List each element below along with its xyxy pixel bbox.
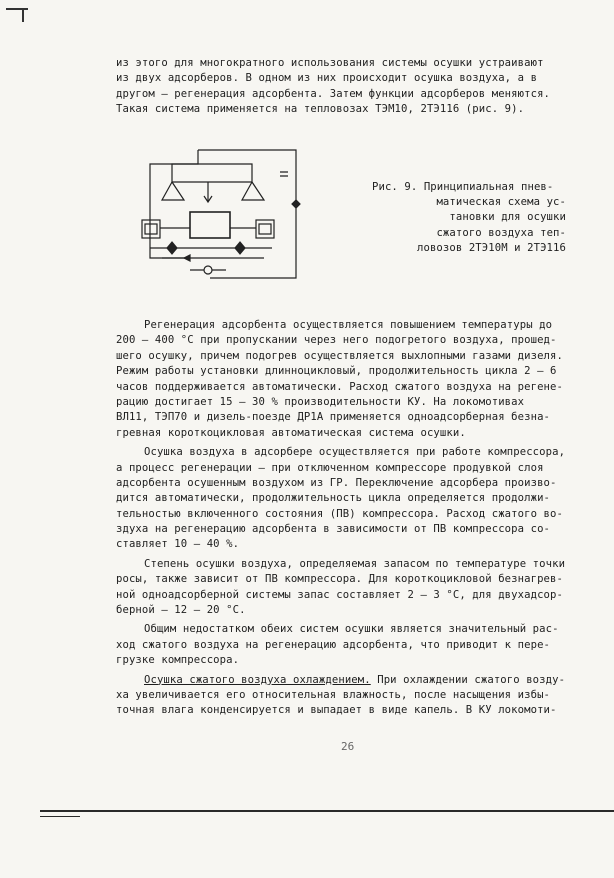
- text-line: ВЛ11, ТЭП70 и дизель-поезде ДР1А применяется одноадсорберная безна-: [116, 411, 551, 424]
- bottom-rule: [40, 810, 614, 812]
- text-line: Осушка воздуха в адсорбере осуществляется при работе компрессора,: [144, 446, 566, 459]
- arrow-right: [184, 255, 190, 261]
- left-loop: [150, 150, 198, 258]
- text-line: тельностью включенного состояния (ПВ) компрессора. Расход сжатого во-: [116, 507, 563, 520]
- text-line: берной – 12 – 20 °С.: [116, 604, 246, 617]
- upper-manifold: [172, 164, 252, 182]
- pneumatic-scheme-diagram: [132, 142, 310, 282]
- caption-line: сжатого воздуха теп-: [436, 226, 566, 239]
- text-line: дится автоматически, продолжительность цикла определяется продолжи-: [116, 492, 551, 505]
- right-valve: [292, 200, 300, 208]
- body-text: [116, 318, 576, 719]
- caption-line: Рис. 9. Принципиальная пнев-: [372, 181, 554, 193]
- text-line: ной одноадсорберной системы запас составляет 2 – 3 °С, для двухадсор-: [116, 588, 563, 601]
- text-line: Такая система применяется на тепловозах ТЭМ10, 2ТЭ116 (рис. 9).: [116, 103, 525, 116]
- page-number: 26: [341, 740, 355, 753]
- text-line: Режим работы установки длинноцикловый, продолжительность цикла 2 – 6: [116, 365, 557, 378]
- text-line: здуха на регенерацию адсорбента в зависимости от ПВ компрессора со-: [116, 523, 551, 536]
- text-line: часов поддерживается автоматически. Расход сжатого воздуха на регене-: [116, 380, 563, 393]
- adsorber-right-branch: [242, 182, 264, 200]
- text-line: 200 – 400 °С при пропускании через него подогретого воздуха, прошед-: [116, 334, 557, 347]
- intro-paragraph: [116, 56, 576, 118]
- caption-line: матическая схема ус-: [436, 196, 566, 209]
- text-line: рацию достигает 15 – 30 % производительности КУ. На локомотивах: [116, 395, 525, 408]
- text-line: ход сжатого воздуха на регенерацию адсорбента, что приводит к пере-: [116, 638, 551, 651]
- text-line: грузке компрессора.: [116, 654, 240, 667]
- lower-valve-right: [235, 242, 245, 254]
- text-line: гревная короткоцикловая автоматическая система осушки.: [116, 426, 466, 439]
- lower-valve-left: [167, 242, 177, 254]
- central-block: [190, 212, 230, 238]
- text-fragment: При охлаждении сжатого возду-: [370, 673, 566, 686]
- text-line: другом – регенерация адсорбента. Затем функции адсорберов меняются.: [116, 87, 551, 100]
- text-line: росы, также зависит от ПВ компрессора. Для короткоцикловой безнагрев-: [116, 573, 563, 586]
- top-pipe: [198, 150, 296, 278]
- text-line: [116, 673, 576, 688]
- text-line: шего осушку, причем подогрев осуществляется выхлопными газами дизеля.: [116, 349, 563, 362]
- caption-line: ловозов 2ТЭ10М и 2ТЭ116: [417, 241, 566, 254]
- text-line: из двух адсорберов. В одном из них происходит осушка воздуха, а в: [116, 72, 538, 85]
- text-line: точная влага конденсируется и выпадает в виде капель. В КУ локомоти-: [116, 704, 557, 717]
- bottom-rule-short: [40, 816, 80, 817]
- text-line: ха увеличивается его относительная влажность, после насыщения избы-: [116, 688, 551, 701]
- text-line: Степень осушки воздуха, определяемая запасом по температуре точки: [144, 557, 566, 570]
- text-line: Регенерация адсорбента осуществляется повышением температуры до: [144, 319, 553, 331]
- text-line: из этого для многократного использования системы осушки устраивают: [116, 57, 544, 69]
- figure-caption: [372, 180, 592, 256]
- check-valve: [204, 266, 212, 274]
- caption-line: тановки для осушки: [449, 211, 566, 224]
- text-line: а процесс регенерации – при отключенном компрессоре продувкой слоя: [116, 461, 544, 474]
- adsorber-left-branch: [162, 182, 184, 200]
- corner-mark: [6, 8, 28, 22]
- text-line: Общим недостатком обеих систем осушки является значительный рас-: [144, 623, 559, 636]
- section-heading: Осушка сжатого воздуха охлаждением.: [144, 673, 371, 686]
- text-line: ставляет 10 – 40 %.: [116, 538, 240, 551]
- text-line: адсорбента осушенным воздухом из ГР. Переключение адсорбера произво-: [116, 476, 557, 489]
- arrow-down: [204, 182, 212, 202]
